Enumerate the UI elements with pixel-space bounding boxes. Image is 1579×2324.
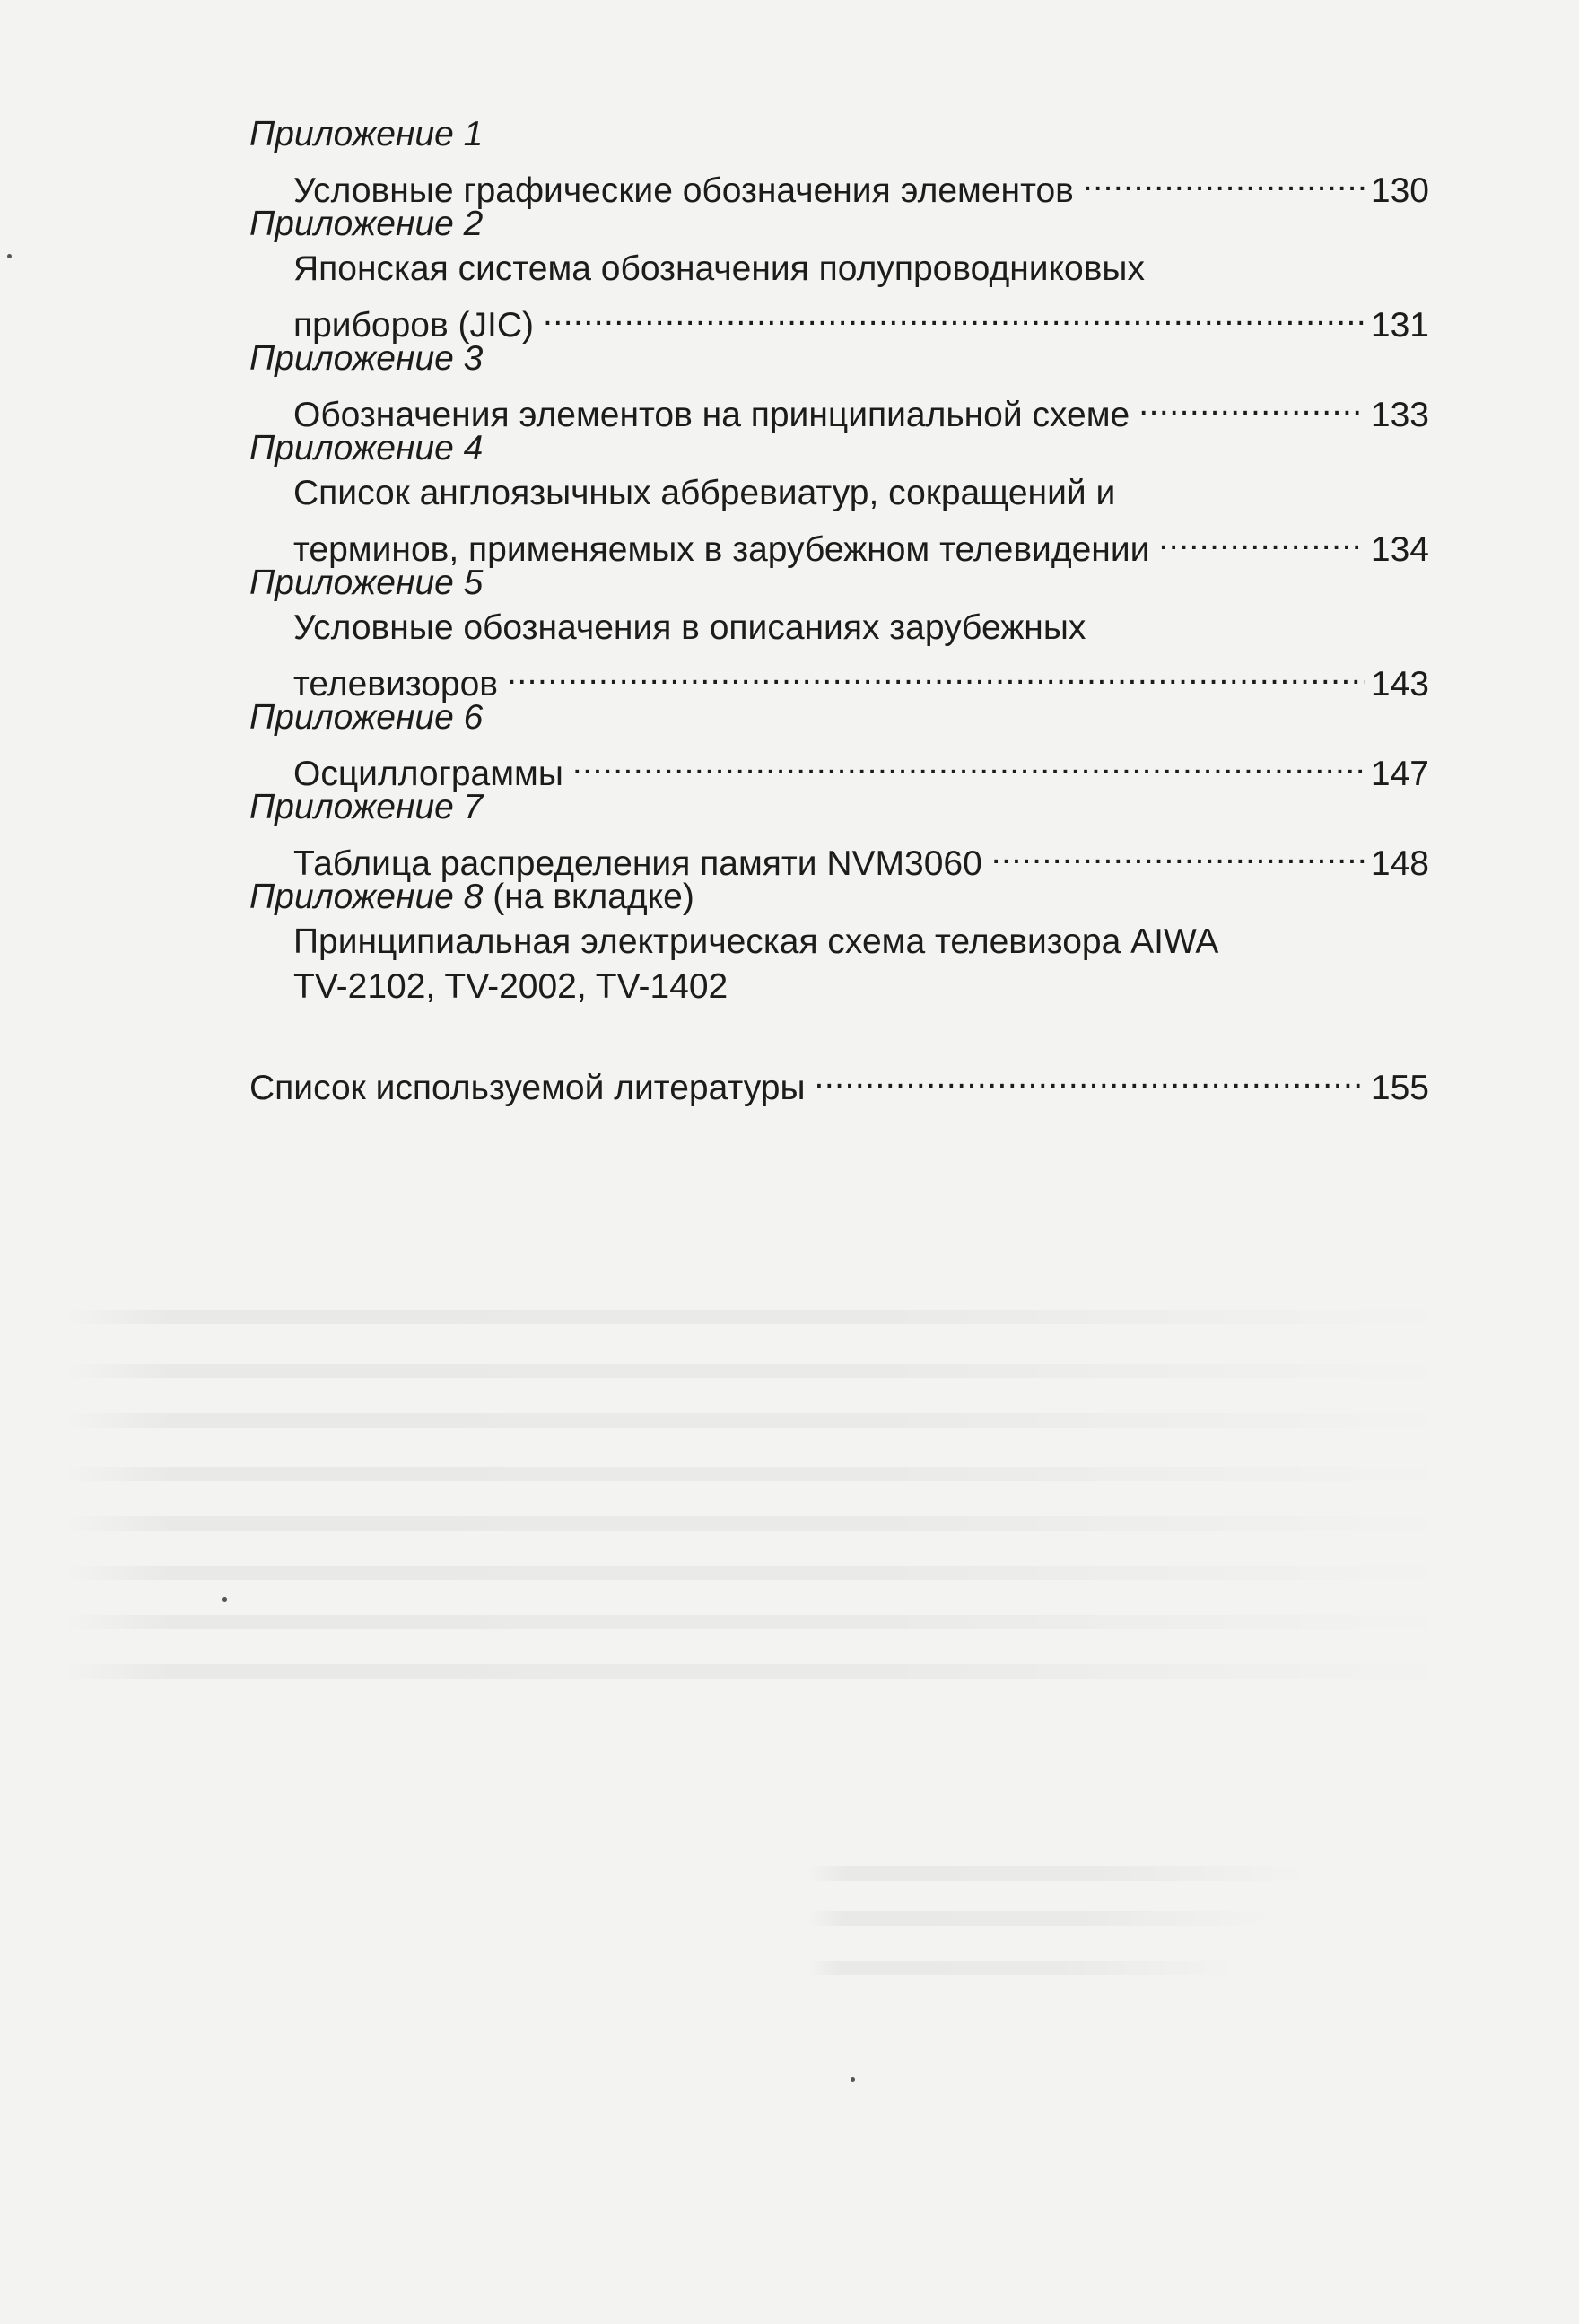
appendix-entry [249, 606, 1429, 703]
toc-line [249, 1054, 1429, 1107]
entry-title: Условные обозначения в описаниях зарубежных [293, 608, 1086, 647]
appendix-entry [249, 740, 1429, 793]
appendix-heading: Приложение 3 [249, 339, 484, 378]
toc-line [293, 965, 1429, 1009]
toc-line [293, 157, 1429, 210]
toc-line [293, 471, 1429, 516]
appendix-heading: Приложение 8 (на вкладке) [249, 878, 694, 916]
appendix-entry [249, 920, 1429, 1009]
entry-title: терминов, применяемых в зарубежном телевидении [293, 530, 1150, 569]
page-number: 133 [1370, 396, 1429, 434]
entry-title: Список используемой литературы [249, 1069, 806, 1107]
entry-title: TV-2102, TV-2002, TV-1402 [293, 967, 728, 1006]
appendix-entry [249, 381, 1429, 434]
show-through-line [63, 1310, 1462, 1324]
dot-leader [815, 1054, 1365, 1099]
appendix-heading: Приложение 5 [249, 564, 484, 602]
dot-leader [1083, 157, 1365, 202]
toc-line [293, 516, 1429, 569]
appendix-block [249, 202, 1429, 345]
appendix-heading: Приложение 6 [249, 698, 484, 737]
appendix-entry [249, 471, 1429, 569]
page-number: 134 [1370, 530, 1429, 569]
appendix-heading: Приложение 4 [249, 429, 484, 467]
appendix-note: (на вкладке) [483, 878, 694, 916]
entry-title: Условные графические обозначения элементов [293, 171, 1074, 210]
appendix-entry [249, 830, 1429, 883]
entry-title: телевизоров [293, 665, 499, 703]
show-through-line [807, 1961, 1238, 1975]
show-through-line [63, 1364, 1462, 1378]
toc-line [293, 651, 1429, 703]
appendix-block [249, 875, 1429, 1009]
appendix-block [249, 426, 1429, 569]
appendix-heading: Приложение 2 [249, 205, 484, 243]
appendix-block [249, 112, 1429, 210]
page-number: 143 [1370, 665, 1429, 703]
appendix-block [249, 785, 1429, 883]
toc-line [293, 381, 1429, 434]
toc-line [293, 740, 1429, 793]
paper-speck [7, 254, 12, 258]
toc-line [293, 247, 1429, 292]
entry-title: Таблица распределения памяти NVM3060 [293, 844, 982, 883]
appendix-entry [249, 157, 1429, 210]
appendix-block [249, 336, 1429, 434]
show-through-line [63, 1413, 1462, 1428]
entry-title: Японская система обозначения полупроводниковых [293, 249, 1145, 288]
show-through-line [807, 1866, 1310, 1881]
page-number: 148 [1370, 844, 1429, 883]
appendix-heading: Приложение 7 [249, 788, 484, 826]
dot-leader [543, 292, 1365, 336]
entry-title: Обозначения элементов на принципиальной схеме [293, 396, 1130, 434]
appendix-entry [249, 247, 1429, 345]
appendix-block [249, 561, 1429, 703]
table-of-contents [249, 112, 1429, 1107]
page-number: 131 [1370, 306, 1429, 345]
toc-line [293, 606, 1429, 651]
show-through-line [63, 1664, 1462, 1679]
dot-leader [507, 651, 1365, 695]
dot-leader [1158, 516, 1365, 561]
page-number: 155 [1370, 1069, 1429, 1107]
show-through-line [63, 1467, 1462, 1481]
entry-title: Осциллограммы [293, 755, 563, 793]
dot-leader [572, 740, 1365, 785]
dot-leader [1138, 381, 1365, 426]
toc-line [293, 830, 1429, 883]
show-through-line [63, 1516, 1462, 1531]
entry-title: Список англоязычных аббревиатур, сокращений и [293, 474, 1116, 512]
paper-speck [851, 2077, 855, 2082]
entry-title: приборов (JIC) [293, 306, 535, 345]
page-number: 130 [1370, 171, 1429, 210]
page-number: 147 [1370, 755, 1429, 793]
toc-line [293, 292, 1429, 345]
spacer [249, 1009, 1429, 1054]
show-through-line [807, 1911, 1274, 1926]
bibliography-entry [249, 1054, 1429, 1107]
paper-speck [222, 1597, 227, 1602]
appendix-heading: Приложение 1 [249, 115, 484, 153]
show-through-line [63, 1615, 1462, 1629]
toc-line [293, 920, 1429, 965]
show-through-line [63, 1566, 1462, 1580]
entry-title: Принципиальная электрическая схема телевизора AIWA [293, 922, 1219, 961]
dot-leader [991, 830, 1365, 875]
appendix-block [249, 695, 1429, 793]
